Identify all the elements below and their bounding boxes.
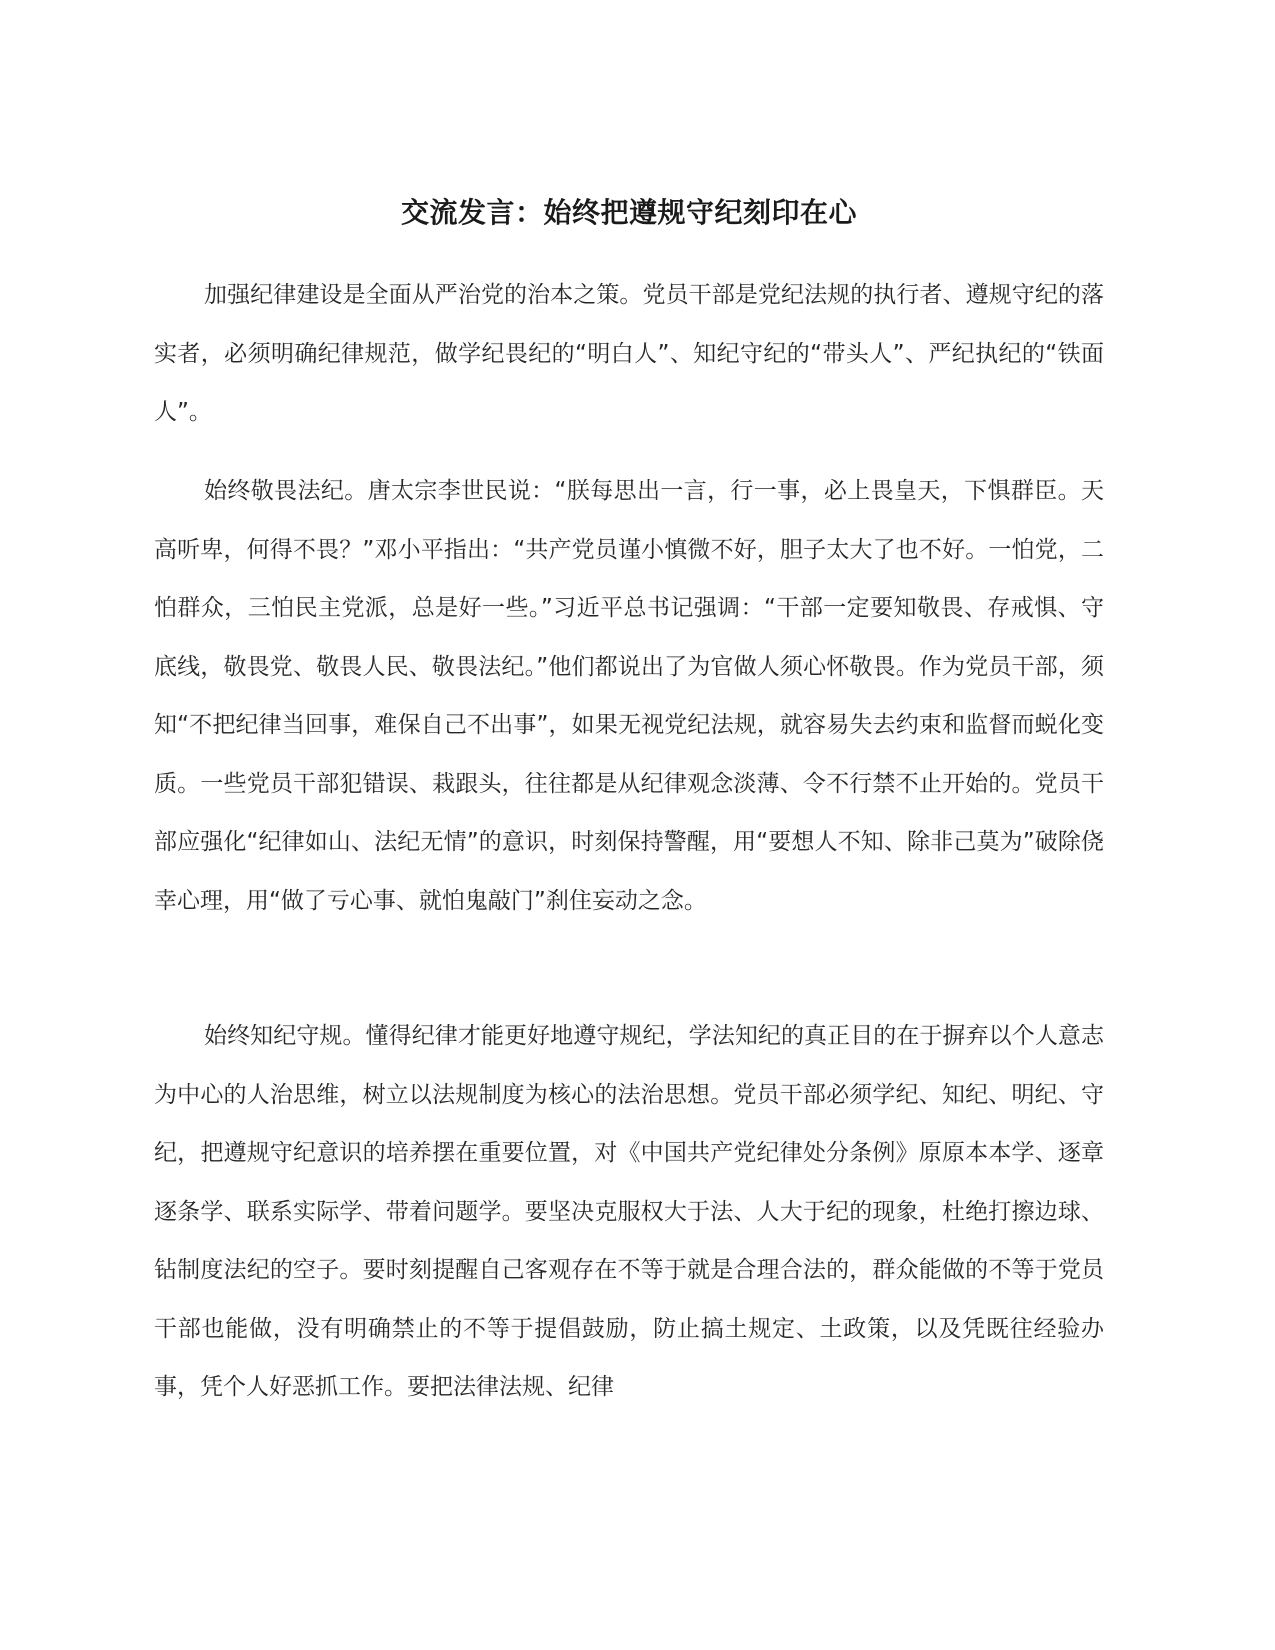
paragraph-know-discipline: 始终知纪守规。懂得纪律才能更好地遵守规纪，学法知纪的真正目的在于摒弃以个人意志为中心的人治思维，树立以法规制度为核心的法治思想。党员干部必须学纪、知纪、明纪、守纪，把遵规守纪意识的培养摆在重要位置，对《中国共产党纪律处分条例》原原本本学、逐章逐条学、联系实际学、带着问题学。要坚决克服权大于法、人大于纪的现象，杜绝打擦边球、钻制度法纪的空子。要时刻提醒自己客观存在不等于就是合理合法的，群众能做的不等于党员干部也能做，没有明确禁止的不等于提倡鼓励，防止搞土规定、土政策，以及凭既往经验办事，凭个人好恶抓工作。要把法律法规、纪律 <box>154 1023 1104 1400</box>
paragraph-revere-discipline: 始终敬畏法纪。唐太宗李世民说：“朕每思出一言，行一事，必上畏皇天，下惧群臣。天高听卑，何得不畏？”邓小平指出：“共产党员谨小慎微不好，胆子太大了也不好。一怕党，二怕群众，三怕民主党派，总是好一些。”习近平总书记强调：“干部一定要知敬畏、存戒惧、守底线，敬畏党、敬畏人民、敬畏法纪。”他们都说出了为官做人须心怀敬畏。作为党员干部，须知“不把纪律当回事，难保自己不出事”，如果无视党纪法规，就容易失去约束和监督而蜕化变质。一些党员干部犯错误、栽跟头，往往都是从纪律观念淡薄、令不行禁不止开始的。党员干部应强化“纪律如山、法纪无情”的意识，时刻保持警醒，用“要想人不知、除非己莫为”破除侥幸心理，用“做了亏心事、就怕鬼敲门”刹住妄动之念。 <box>154 478 1104 914</box>
paragraph-intro: 加强纪律建设是全面从严治党的治本之策。党员干部是党纪法规的执行者、遵规守纪的落实者，必须明确纪律规范，做学纪畏纪的“明白人”、知纪守纪的“带头人”、严纪执纪的“铁面人”。 <box>154 282 1104 425</box>
document-title: 交流发言：始终把遵规守纪刻印在心 <box>400 196 857 229</box>
